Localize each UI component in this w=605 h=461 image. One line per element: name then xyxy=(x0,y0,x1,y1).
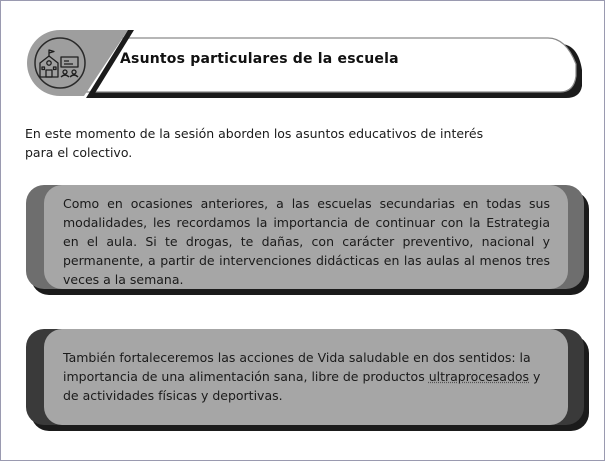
section-title: Asuntos particulares de la escuela xyxy=(120,51,399,67)
card1-text: Como en ocasiones anteriores, a las escuelas secundarias en todas sus modalidades, les recordamos la importancia de continuar con la Estrategia en el aula. Si te drogas, te dañas, con carácter preventivo, nacional y permanente, a partir de intervenciones didácticas en las aulas al menos tres veces a la semana. xyxy=(63,196,550,287)
intro-paragraph: En este momento de la sesión aborden los asuntos educativos de interés para el colectivo. xyxy=(25,126,484,160)
card2-text-before: También fortaleceremos las acciones de Vida saludable en dos sentidos: la importancia de una alimentación sana, libre de productos xyxy=(63,350,531,384)
section-header xyxy=(0,0,605,110)
card2-text-after: y de actividades físicas y deportivas. xyxy=(63,369,541,403)
school-icon xyxy=(37,47,83,79)
card2-underlined-word: ultraprocesados xyxy=(428,369,530,384)
card2-text xyxy=(63,348,550,405)
